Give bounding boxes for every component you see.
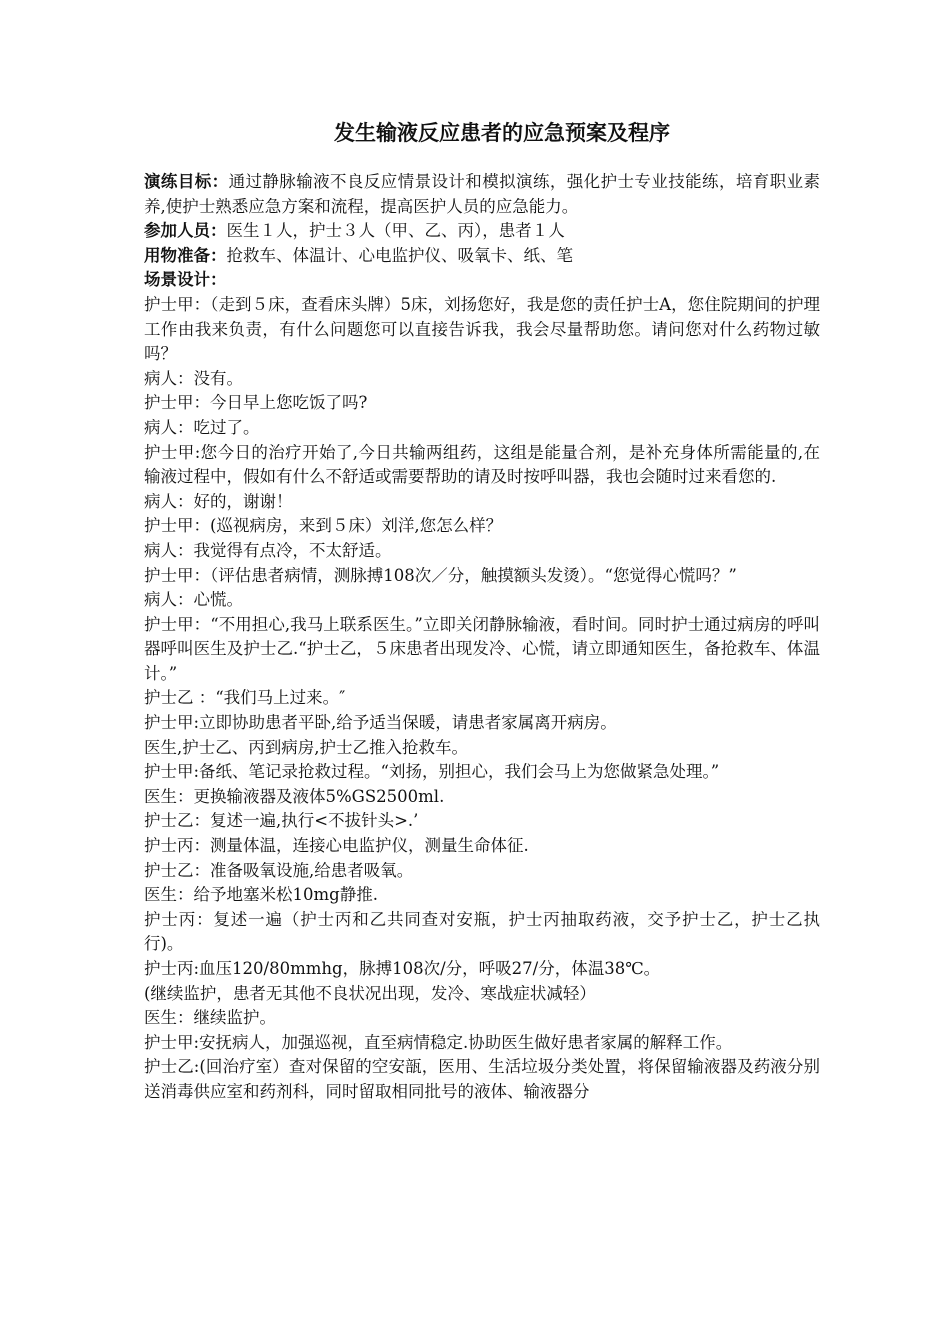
dialogue-line: 护士甲：（走到５床，查看床头牌）5床，刘扬您好，我是您的责任护士A，您住院期间的护理工作由我来负责，有什么问题您可以直接告诉我，我会尽量帮助您。请问您对什么药物过敏吗？ bbox=[144, 294, 820, 364]
dialogue-line: 医生：给予地塞米松10mg静推. bbox=[144, 885, 378, 905]
dialogue-line: 病人：好的，谢谢！ bbox=[144, 491, 293, 511]
label-scenario: 场景设计： bbox=[144, 270, 227, 290]
dialogue-line: 护士甲：（评估患者病情，测脉搏108次／分，触摸额头发烫）。“您觉得心慌吗？” bbox=[144, 565, 737, 585]
dialogue-line: 医生：继续监护。 bbox=[144, 1008, 276, 1028]
dialogue-line: 护士甲:备纸、笔记录抢救过程。“刘扬，别担心，我们会马上为您做紧急处理。” bbox=[144, 762, 720, 782]
document-body bbox=[144, 170, 820, 1105]
dialogue-line: 护士乙：准备吸氧设施,给患者吸氧。 bbox=[144, 860, 414, 880]
text-goal: 通过静脉输液不良反应情景设计和模拟演练，强化护士专业技能练，培育职业素养,使护士熟悉应急方案和流程，提高医护人员的应急能力。 bbox=[144, 172, 821, 216]
header-scenario bbox=[144, 268, 820, 293]
header-supplies bbox=[144, 244, 820, 269]
label-participants: 参加人员： bbox=[144, 221, 227, 241]
dialogue-line: 病人：心慌。 bbox=[144, 590, 243, 610]
text-participants: 医生１人，护士３人（甲、乙、丙），患者１人 bbox=[226, 221, 565, 241]
dialogue-line: 病人：没有。 bbox=[144, 368, 243, 388]
header-goal bbox=[144, 170, 820, 219]
dialogue-line: 护士乙:(回治疗室）查对保留的空安瓿，医用、生活垃圾分类处置，将保留输液器及药液分别送消毒供应室和药剂科，同时留取相同批号的液体、输液器分 bbox=[144, 1057, 820, 1101]
document-title: 发生输液反应患者的应急预案及程序 bbox=[334, 121, 670, 145]
dialogue-line: 护士丙：复述一遍（护士丙和乙共同查对安瓶，护士丙抽取药液，交予护士乙，护士乙执行)。 bbox=[144, 909, 820, 954]
dialogue-line: 医生,护士乙、丙到病房,护士乙推入抢救车。 bbox=[144, 737, 468, 757]
document-page bbox=[144, 118, 820, 1105]
dialogue-line: 护士乙：复述一遍,执行<不拔针头>.’ bbox=[144, 811, 419, 831]
dialogue-line: 病人：吃过了。 bbox=[144, 417, 260, 437]
label-supplies: 用物准备： bbox=[144, 245, 227, 265]
dialogue-line: 护士丙:血压120/80mmhg，脉搏108次/分，呼吸27/分，体温38℃。 bbox=[144, 959, 661, 978]
dialogue-line: 病人：我觉得有点冷，不太舒适。 bbox=[144, 540, 392, 560]
label-goal: 演练目标： bbox=[144, 172, 229, 191]
header-participants bbox=[144, 219, 820, 244]
dialogue-line: 护士甲:安抚病人，加强巡视，直至病情稳定.协助医生做好患者家属的解释工作。 bbox=[144, 1032, 733, 1052]
dialogue-line: 医生：更换输液器及液体5%GS2500ml. bbox=[144, 786, 445, 806]
text-supplies: 抢救车、体温计、心电监护仪、吸氧卡、纸、笔 bbox=[226, 245, 573, 265]
dialogue-line: 护士甲:立即协助患者平卧,给予适当保暖，请患者家属离开病房。 bbox=[144, 713, 617, 733]
dialogue-line: 护士甲：今日早上您吃饭了吗? bbox=[144, 393, 368, 413]
dialogue-line: 护士甲：“不用担心,我马上联系医生。”立即关闭静脉输液，看时间。同时护士通过病房的呼叫器呼叫医生及护士乙.“护士乙，５床患者出现发冷、心慌，请立即通知医生，备抢救车、体温计。” bbox=[144, 614, 820, 683]
dialogue-line: 护士乙 ：“我们马上过来。″ bbox=[144, 688, 346, 708]
dialogue-line: 护士甲:您今日的治疗开始了,今日共输两组药，这组是能量合剂，是补充身体所需能量的,在输液过程中，假如有什么不舒适或需要帮助的请及时按呼叫器，我也会随时过来看您的. bbox=[144, 442, 820, 487]
dialogue-line: 护士丙：测量体温，连接心电监护仪，测量生命体征. bbox=[144, 836, 529, 856]
dialogue-line: (继续监护，患者无其他不良状况出现，发冷、寒战症状减轻） bbox=[144, 983, 596, 1003]
dialogue-line: 护士甲：(巡视病房，来到５床）刘洋,您怎么样？ bbox=[144, 516, 503, 536]
